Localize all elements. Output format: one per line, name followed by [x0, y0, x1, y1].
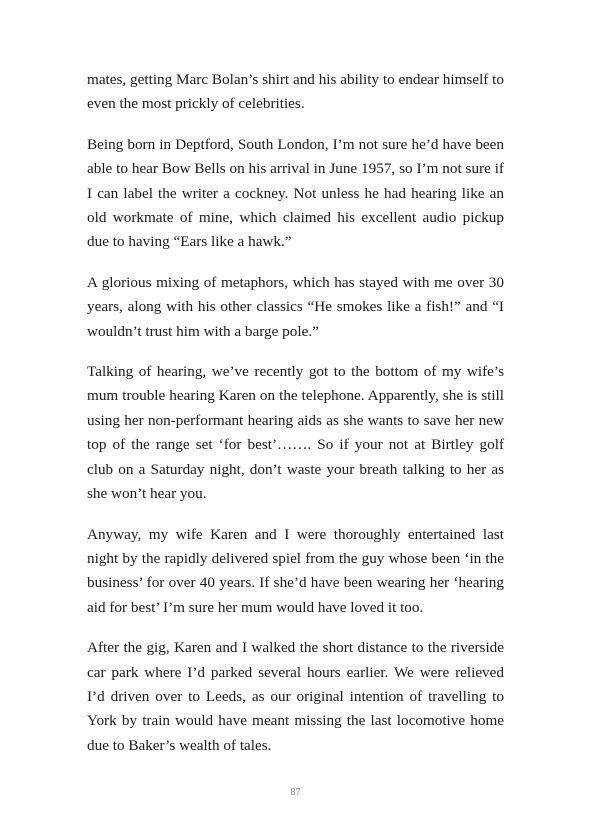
paragraph-6: After the gig, Karen and I walked the short distance to the riverside car park where I’d parked several hours earlier. We were relieved I’d driven over to Leeds, as our original intention of travelling to York by train would have meant missing the last locomotive home due to Baker’s wealth of tales. — [87, 639, 504, 754]
paragraph-1: mates, getting Marc Bolan’s shirt and his ability to endear himself to even the most prickly of celebrities. — [87, 71, 504, 113]
paragraph-4: Talking of hearing, we’ve recently got to the bottom of my wife’s mum trouble hearing Karen on the telephone. Apparently, she is still using her non-performant hearing aids as she wants to save her new top of the range set ‘for best’……. So if your not at Birtley golf club on a Saturday night, don’t waste your breath talking to her as she won’t hear you. — [87, 363, 504, 503]
page-body — [87, 68, 504, 774]
paragraph-5: Anyway, my wife Karen and I were thoroughly entertained last night by the rapidly delivered spiel from the guy whose been ‘in the business’ for over 40 years. If she’d have been wearing her ‘hearing aid for best’ I’m sure her mum would have loved it too. — [87, 525, 504, 616]
page-number: 87 — [290, 787, 301, 798]
paragraph-2: Being born in Deptford, South London, I’m not sure he’d have been able to hear Bow Bells on his arrival in June 1957, so I’m not sure if I can label the writer a cockney. Not unless he had hearing like an old workmate of mine, which claimed his excellent audio pickup due to having “Ears like a hawk.” — [87, 135, 504, 251]
paragraph-3: A glorious mixing of metaphors, which has stayed with me over 30 years, along with his other classics “He smokes like a fish!” and “I wouldn’t trust him with a barge pole.” — [87, 273, 504, 340]
